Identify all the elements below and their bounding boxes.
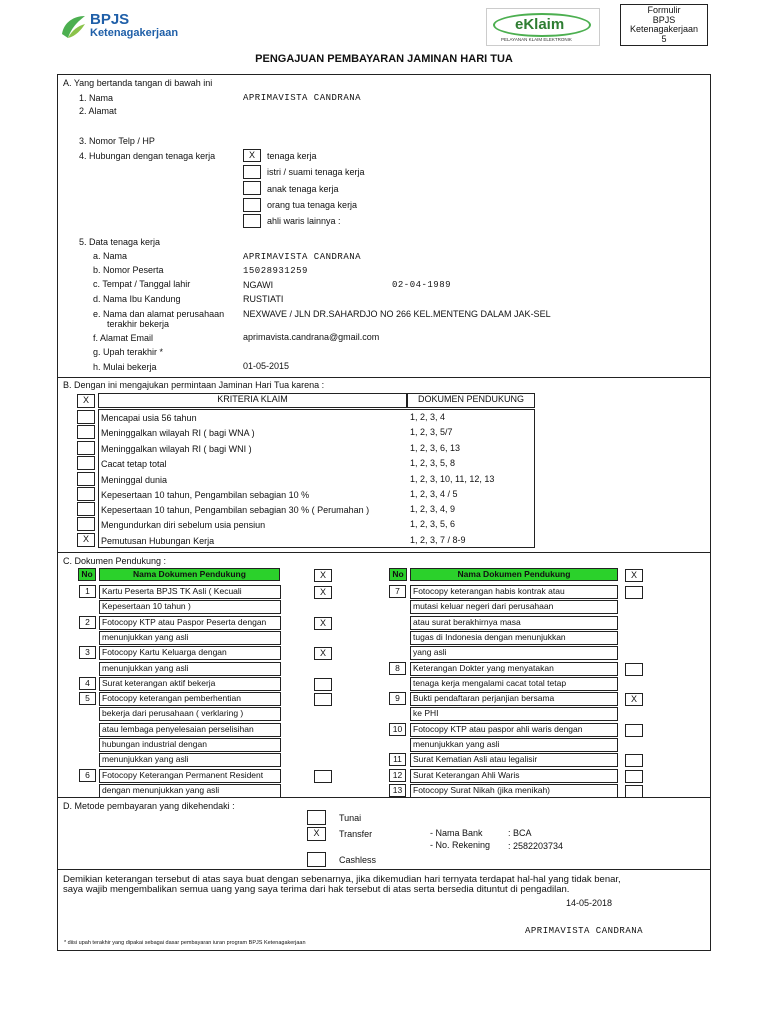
criteria-checkbox[interactable] [77, 456, 95, 470]
tk-email-value: aprimavista.candrana@gmail.com [243, 332, 380, 342]
section-d-heading: D. Metode pembayaran yang dikehendaki : [63, 801, 235, 811]
document-number: 12 [389, 769, 406, 782]
document-checkbox[interactable] [625, 754, 643, 767]
docs-right-header-no: No [389, 568, 407, 581]
document-name-line: Surat Keterangan Ahli Waris [410, 769, 618, 783]
document-name-line: menunjukkan yang asli [99, 662, 281, 676]
payment-tunai-checkbox[interactable] [307, 810, 326, 825]
document-name-line: Fotocopy keterangan pemberhentian [99, 692, 281, 706]
document-name-line: hubungan industrial dengan [99, 738, 281, 752]
criteria-header-mark: X [77, 394, 95, 408]
section-a [57, 74, 711, 378]
document-number: 1 [79, 585, 96, 598]
criteria-label: Mengundurkan diri sebelum usia pensiun [101, 520, 266, 530]
criteria-checkbox[interactable] [77, 410, 95, 424]
tk-nama-value: APRIMAVISTA CANDRANA [243, 252, 362, 262]
eklaim-logo [486, 8, 600, 46]
form-code-line-1: Formulir [647, 5, 681, 15]
document-checkbox[interactable]: X [625, 693, 643, 706]
hubungan-checkbox-1[interactable]: X [243, 149, 261, 162]
tk-ttl-label: c. Tempat / Tanggal lahir [93, 279, 191, 289]
criteria-header-dokumen [407, 393, 535, 408]
criteria-dokumen: 1, 2, 3, 5/7 [410, 427, 453, 437]
document-name-line: ke PHI [410, 707, 618, 721]
tk-ibu-label: d. Nama Ibu Kandung [93, 294, 181, 304]
criteria-label: Meninggal dunia [101, 475, 168, 485]
statement-date: 14-05-2018 [566, 898, 613, 908]
document-checkbox[interactable] [625, 663, 643, 676]
document-name-line: mutasi keluar negeri dari perusahaan [410, 600, 618, 614]
tk-perusahaan-label-1: e. Nama dan alamat perusahaan [93, 309, 225, 319]
document-number: 6 [79, 769, 96, 782]
docs-left-header-no: No [78, 568, 96, 581]
form-code-line-4: 5 [661, 33, 667, 44]
payment-transfer-label: Transfer [339, 829, 373, 839]
page-title: PENGAJUAN PEMBAYARAN JAMINAN HARI TUA [255, 53, 513, 65]
document-name-line: Surat keterangan aktif bekerja [99, 677, 281, 691]
document-name-line: Fotocopy Keterangan Permanent Resident [99, 769, 281, 783]
criteria-checkbox[interactable] [77, 517, 95, 531]
nama-label: 1. Nama [79, 93, 114, 103]
alamat-label: 2. Alamat [79, 106, 117, 116]
document-name-line: Kartu Peserta BPJS TK Asli ( Kecuali [99, 585, 281, 599]
document-number: 10 [389, 723, 406, 736]
tk-nomor-label: b. Nomor Peserta [93, 265, 164, 275]
document-number: 13 [389, 784, 406, 797]
document-number: 8 [389, 662, 406, 675]
bank-label: - Nama Bank [430, 828, 483, 838]
criteria-dokumen: 1, 2, 3, 5, 6 [410, 519, 456, 529]
form-code-line-3: Ketenagakerjaan [629, 24, 699, 34]
tk-nama-label: a. Nama [93, 251, 128, 261]
bpjs-logo-subtext: Ketenagakerjaan [90, 27, 179, 39]
bpjs-logo-text: BPJS [90, 11, 130, 28]
tk-perusahaan-label-2: terakhir bekerja [107, 319, 170, 329]
eklaim-tagline: PELAYANAN KLAIM ELEKTRONIK [501, 37, 572, 42]
telp-label: 3. Nomor Telp / HP [79, 136, 155, 146]
document-name-line: Fotocopy KTP atau paspor ahli waris dengan [410, 723, 618, 737]
criteria-label: Meninggalkan wilayah RI ( bagi WNA ) [101, 428, 255, 438]
bpjs-logo [58, 12, 200, 42]
criteria-header-kriteria-label: KRITERIA KLAIM [217, 394, 288, 404]
criteria-dokumen: 1, 2, 3, 5, 8 [410, 458, 456, 468]
tk-ibu-value: RUSTIATI [243, 294, 284, 304]
document-name-line: tenaga kerja mengalami cacat total tetap [410, 677, 618, 691]
document-checkbox[interactable] [625, 770, 643, 783]
section-a-heading: A. Yang bertanda tangan di bawah ini [63, 78, 213, 88]
document-checkbox[interactable] [625, 724, 643, 737]
form-code-box [620, 4, 708, 46]
document-number: 9 [389, 692, 406, 705]
criteria-dokumen: 1, 2, 3, 4 / 5 [410, 489, 458, 499]
hubungan-label-1: tenaga kerja [267, 151, 317, 161]
document-name-line: Bukti pendaftaran perjanjian bersama [410, 692, 618, 706]
criteria-label: Meninggalkan wilayah RI ( bagi WNI ) [101, 444, 252, 454]
hubungan-checkbox-4[interactable] [243, 198, 261, 212]
docs-right-header-nama: Nama Dokumen Pendukung [410, 568, 618, 581]
document-number: 3 [79, 646, 96, 659]
tk-upah-label: g. Upah terakhir * [93, 347, 164, 357]
criteria-dokumen: 1, 2, 3, 6, 13 [410, 443, 461, 453]
eklaim-logo-text: eKlaim [515, 16, 565, 33]
criteria-dokumen: 1, 2, 3, 4, 9 [410, 504, 456, 514]
criteria-checkbox[interactable] [77, 502, 95, 516]
nama-value: APRIMAVISTA CANDRANA [243, 93, 362, 103]
bpjs-logo-icon [58, 12, 88, 42]
docs-right-header-mark: X [625, 569, 643, 582]
tk-perusahaan-value: NEXWAVE / JLN DR.SAHARDJO NO 266 KEL.MENTENG DALAM JAK-SEL [243, 309, 551, 319]
rekening-value: : 2582203734 [508, 841, 564, 851]
criteria-label: Kepesertaan 10 tahun, Pengambilan sebagian 30 % ( Perumahan ) [101, 505, 370, 515]
document-number: 4 [79, 677, 96, 690]
tk-tempat-value: NGAWI [243, 280, 274, 290]
criteria-label: Cacat tetap total [101, 459, 167, 469]
hubungan-label-5: ahli waris lainnya : [267, 216, 341, 226]
document-checkbox[interactable] [314, 770, 332, 783]
document-checkbox[interactable] [314, 678, 332, 691]
criteria-checkbox[interactable] [77, 441, 95, 455]
document-name-line: Surat Kematian Asli atau legalisir [410, 753, 618, 767]
document-number: 2 [79, 616, 96, 629]
hubungan-label-3: anak tenaga kerja [267, 184, 339, 194]
document-number: 11 [389, 753, 406, 766]
criteria-label: Kepesertaan 10 tahun, Pengambilan sebagian 10 % [101, 490, 310, 500]
criteria-label: Mencapai usia 56 tahun [101, 413, 197, 423]
document-name-line: Keterangan Dokter yang menyatakan [410, 662, 618, 676]
form-code-line-2: BPJS [652, 14, 676, 25]
document-name-line: tugas di Indonesia dengan menunjukkan [410, 631, 618, 645]
payment-cashless-checkbox[interactable] [307, 852, 326, 867]
hubungan-checkbox-2[interactable] [243, 165, 261, 179]
hubungan-label: 4. Hubungan dengan tenaga kerja [79, 151, 216, 161]
document-name-line: menunjukkan yang asli [99, 631, 281, 645]
document-name-line: Fotocopy Kartu Keluarga dengan [99, 646, 281, 660]
criteria-checkbox[interactable] [77, 425, 95, 439]
document-checkbox[interactable]: X [314, 617, 332, 630]
document-name-line: Fotocopy Surat Nikah (jika menikah) [410, 784, 618, 798]
docs-left-header-nama: Nama Dokumen Pendukung [99, 568, 280, 581]
statement-line-2: saya wajib mengembalikan semua uang yang saya terima dari hak tersebut di atas serta bersedia dituntut di pengadilan. [63, 884, 570, 895]
tk-email-label: f. Alamat Email [93, 333, 154, 343]
tk-mulai-label: h. Mulai bekerja [93, 362, 157, 372]
tk-tanggal-value: 02-04-1989 [392, 280, 452, 290]
document-name-line: menunjukkan yang asli [410, 738, 618, 752]
document-name-line: menunjukkan yang asli [99, 753, 281, 767]
document-checkbox[interactable] [625, 586, 643, 599]
document-checkbox[interactable] [314, 693, 332, 706]
criteria-dokumen: 1, 2, 3, 7 / 8-9 [410, 535, 466, 545]
docs-left-header-mark: X [314, 569, 332, 582]
statement-line-1: Demikian keterangan tersebut di atas saya buat dengan sebenarnya, jika dikemudian hari ternyata terdapat hal-hal yang tidak benar, [63, 874, 621, 885]
payment-tunai-label: Tunai [339, 813, 362, 823]
criteria-dokumen: 1, 2, 3, 10, 11, 12, 13 [410, 474, 495, 484]
criteria-label: Pemutusan Hubungan Kerja [101, 536, 215, 546]
criteria-checkbox[interactable]: X [77, 533, 95, 547]
criteria-header-dokumen-label: DOKUMEN PENDUKUNG [417, 394, 524, 404]
bank-value: : BCA [508, 828, 532, 838]
criteria-header-kriteria [98, 393, 407, 408]
section-c-heading: C. Dokumen Pendukung : [63, 556, 167, 566]
hubungan-label-4: orang tua tenaga kerja [267, 200, 358, 210]
footnote: * diisi upah terakhir yang dipakai sebagai dasar pembayaran iuran program BPJS Ketenagakerjaan [64, 940, 306, 946]
document-name-line: Kepesertaan 10 tahun ) [99, 600, 281, 614]
document-name-line: Fotocopy keterangan habis kontrak atau [410, 585, 618, 599]
document-number: 5 [79, 692, 96, 705]
signature-name: APRIMAVISTA CANDRANA [525, 926, 644, 936]
section-b-heading: B. Dengan ini mengajukan permintaan Jaminan Hari Tua karena : [63, 380, 325, 390]
document-checkbox[interactable] [625, 785, 643, 798]
hubungan-checkbox-3[interactable] [243, 181, 261, 195]
document-checkbox[interactable]: X [314, 586, 332, 599]
hubungan-label-2: istri / suami tenaga kerja [267, 167, 365, 177]
rekening-label: - No. Rekening [430, 840, 491, 850]
criteria-checkbox[interactable] [77, 487, 95, 501]
data-tk-label: 5. Data tenaga kerja [79, 237, 161, 247]
document-name-line: dengan menunjukkan yang asli [99, 784, 281, 798]
document-name-line: atau lembaga penyelesaian perselisihan [99, 723, 281, 737]
payment-transfer-checkbox[interactable]: X [307, 827, 326, 841]
document-name-line: Fotocopy KTP atau Paspor Peserta dengan [99, 616, 281, 630]
tk-nomor-value: 15028931259 [243, 266, 308, 276]
hubungan-checkbox-5[interactable] [243, 214, 261, 228]
payment-cashless-label: Cashless [339, 855, 377, 865]
document-name-line: bekerja dari perusahaan ( verklaring ) [99, 707, 281, 721]
document-checkbox[interactable]: X [314, 647, 332, 660]
document-number: 7 [389, 585, 406, 598]
document-name-line: atau surat berakhirnya masa [410, 616, 618, 630]
criteria-checkbox[interactable] [77, 472, 95, 486]
criteria-dokumen: 1, 2, 3, 4 [410, 412, 446, 422]
tk-mulai-value: 01-05-2015 [243, 361, 290, 371]
document-name-line: yang asli [410, 646, 618, 660]
